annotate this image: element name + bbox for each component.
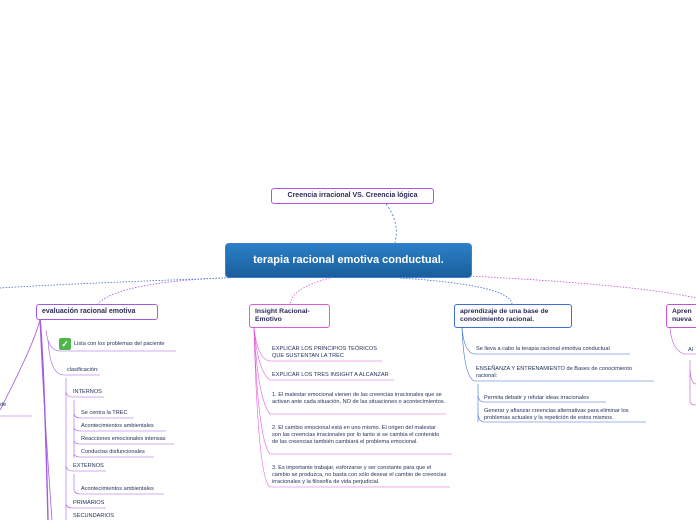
right-node[interactable] [666, 304, 696, 328]
eval-item-acontecimientos-2: Acontecimientos ambientales [81, 486, 154, 492]
eval-item-externos: EXTERNOS [73, 463, 104, 469]
insight-title: Insight Racional-Emotivo [255, 308, 310, 323]
eval-item-reacciones: Reacciones emocionales intensas [81, 436, 166, 442]
eval-item-clasificacion: clasificación: [67, 367, 99, 373]
left-edge-text: de [0, 402, 7, 408]
central-node[interactable] [225, 243, 472, 278]
right-node-title-2: nueva [672, 316, 692, 323]
eval-item-secundarios: SECUNDARIOS [73, 513, 115, 519]
evaluacion-node[interactable] [36, 304, 158, 320]
aprendizaje-item-lleva: Se lleva a cabo la terapia racional emotiva conductual [476, 346, 610, 352]
insight-node[interactable] [249, 304, 330, 328]
right-node-item: Al [688, 347, 693, 353]
aprendizaje-title: aprendizaje de una base de conocimiento racional. [460, 308, 549, 323]
evaluacion-title: evaluación racional emotiva [42, 308, 136, 315]
aprendizaje-item-debatir: Permita debatir y refutar ideas irracionales [484, 395, 590, 401]
insight-item-tres-insight: EXPLICAR LOS TRES INSIGHT A ALCANZAR [272, 372, 389, 378]
central-node-label: terapia racional emotiva conductual. [253, 254, 444, 266]
aprendizaje-item-generar: Generar y afianzar creencias alternativas para eliminar los problemas actuales y la repetición de estos mismos. [484, 408, 629, 421]
eval-item-lista: Lista con los problemas del paciente [74, 341, 165, 347]
insight-item-principios: EXPLICAR LOS PRINCIPIOS TEÓRICOS QUE SUSTENTAN LA TREC [272, 346, 377, 359]
eval-item-primarios: PRIMARIOS [73, 500, 105, 506]
aprendizaje-node[interactable] [454, 304, 572, 328]
right-node-title-1: Apren [672, 308, 692, 315]
check-icon: ✓ [59, 338, 71, 350]
top-node[interactable] [271, 188, 434, 204]
eval-item-acontecimientos-1: Acontecimientos ambientales [81, 423, 154, 429]
eval-item-internos: INTERNOS [73, 389, 102, 395]
insight-item-3: 3. Es importante trabajar, esforzarse y ser constante para que el cambio se produzca, no basta con sólo desear el cambio de creencias irracionales y la filosofía de vida perjudicial. [272, 465, 447, 485]
top-node-label: Creencia irracional VS. Creencia lógica [287, 192, 418, 199]
aprendizaje-item-ensenanza: ENSEÑANZA Y ENTRENAMIENTO de Bases de conocimiento racional: [476, 366, 633, 379]
insight-item-2: 2. El cambio emocional está en uno mismo. El origen del malestar son las creencias irracionales por lo tanto si se cambia el contenido de las creencias también cambiará el problema emocional. [272, 425, 440, 445]
insight-item-1: 1. El malestar emocional vienen de las creencias irracionales que se activan ante cada situación, NO de las situaciones o acontecimientos. [272, 392, 446, 405]
eval-item-se-centra: Se centra la TREC [81, 410, 128, 416]
eval-item-conductas: Conductas disfuncionales [81, 449, 145, 455]
